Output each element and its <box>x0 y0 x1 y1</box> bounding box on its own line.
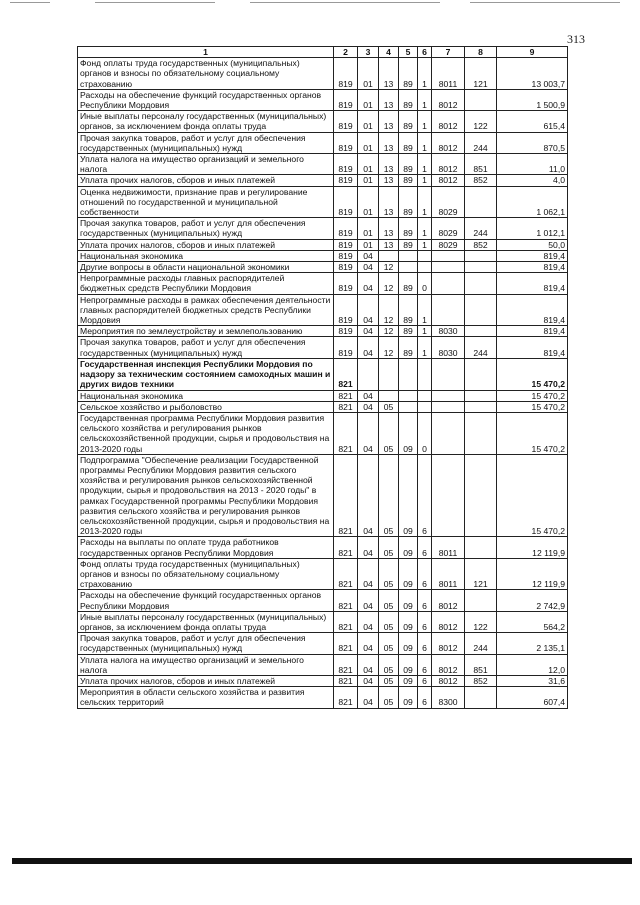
row-code-cell: 04 <box>358 390 379 401</box>
row-code-cell: 819 <box>334 132 358 153</box>
row-code-cell: 121 <box>465 558 497 590</box>
row-code-cell <box>465 401 497 412</box>
row-code-cell <box>432 250 465 261</box>
row-name-cell: Фонд оплаты труда государственных (муниципальных) органов и взносы по обязательному социальному страхованию <box>78 58 334 90</box>
row-name-cell: Иные выплаты персоналу государственных (муниципальных) органов, за исключением фонда оплаты труда <box>78 611 334 632</box>
row-code-cell: 1 <box>418 132 432 153</box>
row-code-cell: 1 <box>418 154 432 175</box>
row-code-cell: 6 <box>418 454 432 537</box>
row-name-cell: Государственная программа Республики Мордовия развития сельского хозяйства и регулирования рынков сельскохозяйственной продукции, сырья и продовольствия на 2013-2020 годы <box>78 412 334 454</box>
row-code-cell: 89 <box>399 273 418 294</box>
row-code-cell <box>465 326 497 337</box>
row-code-cell: 121 <box>465 58 497 90</box>
row-code-cell <box>432 401 465 412</box>
row-name-cell: Оценка недвижимости, признание прав и регулирование отношений по государственной и муниципальной собственности <box>78 186 334 218</box>
row-code-cell: 05 <box>379 412 399 454</box>
row-code-cell <box>432 390 465 401</box>
row-code-cell: 89 <box>399 294 418 326</box>
row-code-cell: 04 <box>358 633 379 654</box>
row-code-cell: 6 <box>418 675 432 686</box>
row-code-cell: 05 <box>379 590 399 611</box>
row-name-cell: Мероприятия в области сельского хозяйства и развития сельских территорий <box>78 687 334 708</box>
row-code-cell: 89 <box>399 111 418 132</box>
row-code-cell: 89 <box>399 132 418 153</box>
row-code-cell: 89 <box>399 175 418 186</box>
row-code-cell: 8012 <box>432 132 465 153</box>
table-row <box>78 590 568 611</box>
row-sum-cell: 15 470,2 <box>497 390 568 401</box>
table-row <box>78 633 568 654</box>
row-code-cell: 89 <box>399 218 418 239</box>
row-code-cell: 05 <box>379 537 399 558</box>
row-code-cell: 8030 <box>432 337 465 358</box>
row-code-cell <box>465 687 497 708</box>
table-row <box>78 337 568 358</box>
row-code-cell <box>465 273 497 294</box>
row-code-cell: 04 <box>358 454 379 537</box>
row-code-cell <box>432 273 465 294</box>
row-sum-cell: 819,4 <box>497 273 568 294</box>
row-code-cell <box>418 262 432 273</box>
row-code-cell: 89 <box>399 89 418 110</box>
row-sum-cell: 15 470,2 <box>497 401 568 412</box>
row-code-cell: 12 <box>379 273 399 294</box>
row-name-cell: Национальная экономика <box>78 390 334 401</box>
row-code-cell: 09 <box>399 654 418 675</box>
row-code-cell: 13 <box>379 89 399 110</box>
row-code-cell: 09 <box>399 611 418 632</box>
row-code-cell: 852 <box>465 675 497 686</box>
scan-bottom-bar <box>12 858 632 864</box>
row-code-cell <box>432 412 465 454</box>
row-sum-cell: 31,6 <box>497 675 568 686</box>
row-name-cell: Прочая закупка товаров, работ и услуг для обеспечения государственных (муниципальных) нужд <box>78 633 334 654</box>
row-code-cell: 8029 <box>432 239 465 250</box>
row-code-cell: 13 <box>379 132 399 153</box>
row-code-cell: 6 <box>418 654 432 675</box>
row-code-cell: 244 <box>465 132 497 153</box>
row-code-cell: 821 <box>334 412 358 454</box>
row-code-cell: 05 <box>379 401 399 412</box>
row-name-cell: Уплата прочих налогов, сборов и иных платежей <box>78 239 334 250</box>
row-code-cell: 821 <box>334 390 358 401</box>
table-row <box>78 186 568 218</box>
row-code-cell: 8029 <box>432 218 465 239</box>
row-name-cell: Другие вопросы в области национальной экономики <box>78 262 334 273</box>
row-code-cell: 6 <box>418 590 432 611</box>
row-code-cell: 1 <box>418 58 432 90</box>
row-code-cell: 04 <box>358 401 379 412</box>
row-name-cell: Государственная инспекция Республики Мордовия по надзору за техническим состоянием самоходных машин и других видов техники <box>78 358 334 390</box>
row-code-cell: 122 <box>465 611 497 632</box>
row-code-cell: 89 <box>399 154 418 175</box>
row-code-cell <box>399 358 418 390</box>
table-row <box>78 218 568 239</box>
row-code-cell: 13 <box>379 58 399 90</box>
row-code-cell: 244 <box>465 218 497 239</box>
row-sum-cell: 819,4 <box>497 337 568 358</box>
table-row <box>78 687 568 708</box>
row-sum-cell: 11,0 <box>497 154 568 175</box>
row-sum-cell: 819,4 <box>497 326 568 337</box>
row-code-cell <box>418 401 432 412</box>
row-code-cell: 04 <box>358 675 379 686</box>
row-sum-cell: 2 135,1 <box>497 633 568 654</box>
row-code-cell: 1 <box>418 337 432 358</box>
budget-table <box>77 46 568 709</box>
row-code-cell <box>418 250 432 261</box>
col-header: 2 <box>334 47 358 58</box>
row-code-cell: 8012 <box>432 633 465 654</box>
row-code-cell: 122 <box>465 111 497 132</box>
row-code-cell <box>465 294 497 326</box>
row-name-cell: Расходы на обеспечение функций государственных органов Республики Мордовия <box>78 89 334 110</box>
row-sum-cell: 4,0 <box>497 175 568 186</box>
row-code-cell: 8012 <box>432 175 465 186</box>
table-row <box>78 654 568 675</box>
row-code-cell: 04 <box>358 337 379 358</box>
row-code-cell: 01 <box>358 58 379 90</box>
row-code-cell: 819 <box>334 326 358 337</box>
row-code-cell: 09 <box>399 590 418 611</box>
row-code-cell: 89 <box>399 239 418 250</box>
row-code-cell <box>465 358 497 390</box>
row-code-cell: 821 <box>334 654 358 675</box>
row-code-cell: 1 <box>418 175 432 186</box>
row-code-cell: 13 <box>379 154 399 175</box>
row-code-cell: 04 <box>358 250 379 261</box>
row-code-cell: 1 <box>418 218 432 239</box>
row-code-cell: 819 <box>334 262 358 273</box>
col-header: 7 <box>432 47 465 58</box>
row-code-cell: 819 <box>334 186 358 218</box>
table-row <box>78 401 568 412</box>
row-code-cell: 04 <box>358 412 379 454</box>
row-code-cell: 04 <box>358 590 379 611</box>
row-sum-cell: 50,0 <box>497 239 568 250</box>
row-name-cell: Уплата налога на имущество организаций и земельного налога <box>78 654 334 675</box>
row-sum-cell: 819,4 <box>497 250 568 261</box>
row-name-cell: Мероприятия по землеустройству и землепользованию <box>78 326 334 337</box>
row-code-cell: 09 <box>399 675 418 686</box>
row-code-cell: 1 <box>418 111 432 132</box>
table-row <box>78 175 568 186</box>
row-code-cell: 13 <box>379 186 399 218</box>
row-code-cell <box>465 186 497 218</box>
row-code-cell: 8011 <box>432 558 465 590</box>
row-code-cell <box>432 294 465 326</box>
row-name-cell: Прочая закупка товаров, работ и услуг для обеспечения государственных (муниципальных) нужд <box>78 337 334 358</box>
row-code-cell: 89 <box>399 58 418 90</box>
table-row <box>78 154 568 175</box>
row-code-cell: 12 <box>379 337 399 358</box>
row-sum-cell: 607,4 <box>497 687 568 708</box>
row-code-cell <box>432 262 465 273</box>
row-name-cell: Расходы на выплаты по оплате труда работников государственных органов Республики Мордовия <box>78 537 334 558</box>
row-code-cell: 6 <box>418 687 432 708</box>
row-code-cell: 05 <box>379 675 399 686</box>
row-code-cell: 819 <box>334 89 358 110</box>
row-code-cell: 819 <box>334 58 358 90</box>
row-sum-cell: 12,0 <box>497 654 568 675</box>
row-code-cell <box>465 250 497 261</box>
row-code-cell: 89 <box>399 326 418 337</box>
row-sum-cell: 564,2 <box>497 611 568 632</box>
row-name-cell: Национальная экономика <box>78 250 334 261</box>
row-name-cell: Подпрограмма "Обеспечение реализации Государственной программы Республики Мордовия развития сельского хозяйства и регулирования рынков сельскохозяйственной продукции, сырья и продовольствия на 2013 - 2020 годы" в рамках Государственной программы Республики Мордовия развития сельского хозяйства и регулирования рынков сельскохозяйственной продукции, сырья и продовольствия на 2013-2020 годы <box>78 454 334 537</box>
row-code-cell: 6 <box>418 611 432 632</box>
row-sum-cell: 15 470,2 <box>497 358 568 390</box>
row-code-cell: 01 <box>358 186 379 218</box>
row-code-cell: 821 <box>334 611 358 632</box>
row-code-cell: 01 <box>358 239 379 250</box>
row-code-cell: 04 <box>358 654 379 675</box>
row-code-cell: 05 <box>379 633 399 654</box>
row-code-cell: 821 <box>334 558 358 590</box>
row-code-cell: 244 <box>465 633 497 654</box>
row-sum-cell: 12 119,9 <box>497 537 568 558</box>
row-sum-cell: 870,5 <box>497 132 568 153</box>
row-code-cell: 819 <box>334 111 358 132</box>
row-code-cell: 821 <box>334 401 358 412</box>
row-code-cell: 821 <box>334 454 358 537</box>
row-code-cell: 852 <box>465 175 497 186</box>
row-code-cell: 04 <box>358 262 379 273</box>
row-code-cell: 1 <box>418 239 432 250</box>
row-code-cell <box>465 262 497 273</box>
row-code-cell: 8012 <box>432 154 465 175</box>
table-row <box>78 294 568 326</box>
row-code-cell: 01 <box>358 132 379 153</box>
row-name-cell: Фонд оплаты труда государственных (муниципальных) органов и взносы по обязательному социальному страхованию <box>78 558 334 590</box>
row-code-cell: 12 <box>379 294 399 326</box>
row-code-cell: 05 <box>379 558 399 590</box>
col-header: 6 <box>418 47 432 58</box>
row-code-cell: 13 <box>379 111 399 132</box>
table-row <box>78 273 568 294</box>
table-row <box>78 358 568 390</box>
row-name-cell: Непрограммные расходы главных распорядителей бюджетных средств Республики Мордовия <box>78 273 334 294</box>
table-row <box>78 537 568 558</box>
row-code-cell <box>465 454 497 537</box>
row-code-cell: 851 <box>465 654 497 675</box>
row-code-cell: 821 <box>334 358 358 390</box>
row-sum-cell: 12 119,9 <box>497 558 568 590</box>
scan-top-edge <box>0 0 640 6</box>
row-name-cell: Непрограммные расходы в рамках обеспечения деятельности главных распорядителей бюджетных средств Республики Мордовия <box>78 294 334 326</box>
col-header: 3 <box>358 47 379 58</box>
row-code-cell: 05 <box>379 611 399 632</box>
row-code-cell: 04 <box>358 687 379 708</box>
row-code-cell: 13 <box>379 239 399 250</box>
row-code-cell: 8012 <box>432 590 465 611</box>
row-code-cell <box>358 358 379 390</box>
table-row <box>78 454 568 537</box>
row-name-cell: Прочая закупка товаров, работ и услуг для обеспечения государственных (муниципальных) нужд <box>78 218 334 239</box>
row-code-cell <box>399 262 418 273</box>
table-row <box>78 132 568 153</box>
row-code-cell: 01 <box>358 111 379 132</box>
row-code-cell: 09 <box>399 633 418 654</box>
row-sum-cell: 1 012,1 <box>497 218 568 239</box>
row-code-cell: 09 <box>399 454 418 537</box>
row-code-cell: 01 <box>358 175 379 186</box>
row-code-cell: 821 <box>334 590 358 611</box>
row-sum-cell: 13 003,7 <box>497 58 568 90</box>
row-code-cell: 6 <box>418 558 432 590</box>
row-code-cell: 09 <box>399 537 418 558</box>
row-code-cell <box>379 358 399 390</box>
row-code-cell: 819 <box>334 337 358 358</box>
row-code-cell: 01 <box>358 218 379 239</box>
row-code-cell: 8011 <box>432 537 465 558</box>
table-row <box>78 111 568 132</box>
row-code-cell: 821 <box>334 537 358 558</box>
col-header: 1 <box>78 47 334 58</box>
row-sum-cell: 819,4 <box>497 294 568 326</box>
row-code-cell <box>465 89 497 110</box>
row-sum-cell: 15 470,2 <box>497 454 568 537</box>
table-row <box>78 326 568 337</box>
row-code-cell: 05 <box>379 687 399 708</box>
row-code-cell <box>399 401 418 412</box>
row-code-cell <box>465 412 497 454</box>
row-name-cell: Уплата налога на имущество организаций и земельного налога <box>78 154 334 175</box>
row-code-cell: 05 <box>379 654 399 675</box>
row-code-cell: 89 <box>399 337 418 358</box>
row-name-cell: Прочая закупка товаров, работ и услуг для обеспечения государственных (муниципальных) нужд <box>78 132 334 153</box>
row-code-cell: 1 <box>418 294 432 326</box>
header-row <box>78 47 568 58</box>
row-name-cell: Уплата прочих налогов, сборов и иных платежей <box>78 675 334 686</box>
table-row <box>78 262 568 273</box>
row-code-cell: 821 <box>334 687 358 708</box>
table-row <box>78 390 568 401</box>
row-code-cell: 819 <box>334 175 358 186</box>
row-code-cell: 821 <box>334 633 358 654</box>
row-code-cell: 852 <box>465 239 497 250</box>
row-code-cell: 1 <box>418 89 432 110</box>
row-code-cell: 8012 <box>432 111 465 132</box>
row-code-cell: 04 <box>358 611 379 632</box>
row-code-cell <box>399 250 418 261</box>
row-code-cell <box>465 390 497 401</box>
row-code-cell: 851 <box>465 154 497 175</box>
row-code-cell: 12 <box>379 262 399 273</box>
row-code-cell: 09 <box>399 687 418 708</box>
row-code-cell: 8012 <box>432 611 465 632</box>
col-header: 5 <box>399 47 418 58</box>
table-row <box>78 611 568 632</box>
row-code-cell <box>399 390 418 401</box>
table-row <box>78 558 568 590</box>
row-code-cell <box>379 390 399 401</box>
row-code-cell: 13 <box>379 218 399 239</box>
row-sum-cell: 615,4 <box>497 111 568 132</box>
row-name-cell: Иные выплаты персоналу государственных (муниципальных) органов, за исключением фонда оплаты труда <box>78 111 334 132</box>
col-header: 8 <box>465 47 497 58</box>
row-code-cell <box>379 250 399 261</box>
table-row <box>78 239 568 250</box>
row-sum-cell: 1 500,9 <box>497 89 568 110</box>
row-code-cell: 8029 <box>432 186 465 218</box>
row-code-cell <box>432 358 465 390</box>
row-code-cell: 8012 <box>432 675 465 686</box>
row-code-cell: 1 <box>418 326 432 337</box>
row-code-cell: 244 <box>465 337 497 358</box>
row-name-cell: Сельское хозяйство и рыболовство <box>78 401 334 412</box>
row-name-cell: Уплата прочих налогов, сборов и иных платежей <box>78 175 334 186</box>
table-row <box>78 58 568 90</box>
row-code-cell: 0 <box>418 273 432 294</box>
row-code-cell: 6 <box>418 633 432 654</box>
row-code-cell <box>465 590 497 611</box>
table-row <box>78 89 568 110</box>
row-code-cell: 8012 <box>432 89 465 110</box>
row-code-cell: 8030 <box>432 326 465 337</box>
row-code-cell: 6 <box>418 537 432 558</box>
row-code-cell: 12 <box>379 326 399 337</box>
row-code-cell: 8012 <box>432 654 465 675</box>
row-code-cell: 04 <box>358 558 379 590</box>
row-code-cell: 8011 <box>432 58 465 90</box>
row-code-cell: 13 <box>379 175 399 186</box>
col-header: 9 <box>497 47 568 58</box>
row-code-cell: 04 <box>358 326 379 337</box>
row-code-cell <box>418 390 432 401</box>
row-code-cell <box>418 358 432 390</box>
row-sum-cell: 15 470,2 <box>497 412 568 454</box>
row-code-cell: 09 <box>399 412 418 454</box>
row-code-cell: 8300 <box>432 687 465 708</box>
row-code-cell: 821 <box>334 675 358 686</box>
row-code-cell: 04 <box>358 294 379 326</box>
row-code-cell: 01 <box>358 154 379 175</box>
row-code-cell: 04 <box>358 537 379 558</box>
row-code-cell: 819 <box>334 273 358 294</box>
row-code-cell: 05 <box>379 454 399 537</box>
table-row <box>78 675 568 686</box>
table-row <box>78 412 568 454</box>
row-sum-cell: 2 742,9 <box>497 590 568 611</box>
table-row <box>78 250 568 261</box>
row-code-cell: 04 <box>358 273 379 294</box>
row-code-cell: 1 <box>418 186 432 218</box>
row-code-cell: 819 <box>334 239 358 250</box>
row-code-cell: 0 <box>418 412 432 454</box>
page-number: 313 <box>567 32 585 46</box>
row-code-cell: 01 <box>358 89 379 110</box>
row-name-cell: Расходы на обеспечение функций государственных органов Республики Мордовия <box>78 590 334 611</box>
col-header: 4 <box>379 47 399 58</box>
row-code-cell: 819 <box>334 250 358 261</box>
row-sum-cell: 1 062,1 <box>497 186 568 218</box>
row-code-cell: 819 <box>334 218 358 239</box>
row-code-cell <box>432 454 465 537</box>
row-code-cell: 819 <box>334 154 358 175</box>
row-code-cell <box>465 537 497 558</box>
row-code-cell: 89 <box>399 186 418 218</box>
row-code-cell: 819 <box>334 294 358 326</box>
row-sum-cell: 819,4 <box>497 262 568 273</box>
row-code-cell: 09 <box>399 558 418 590</box>
